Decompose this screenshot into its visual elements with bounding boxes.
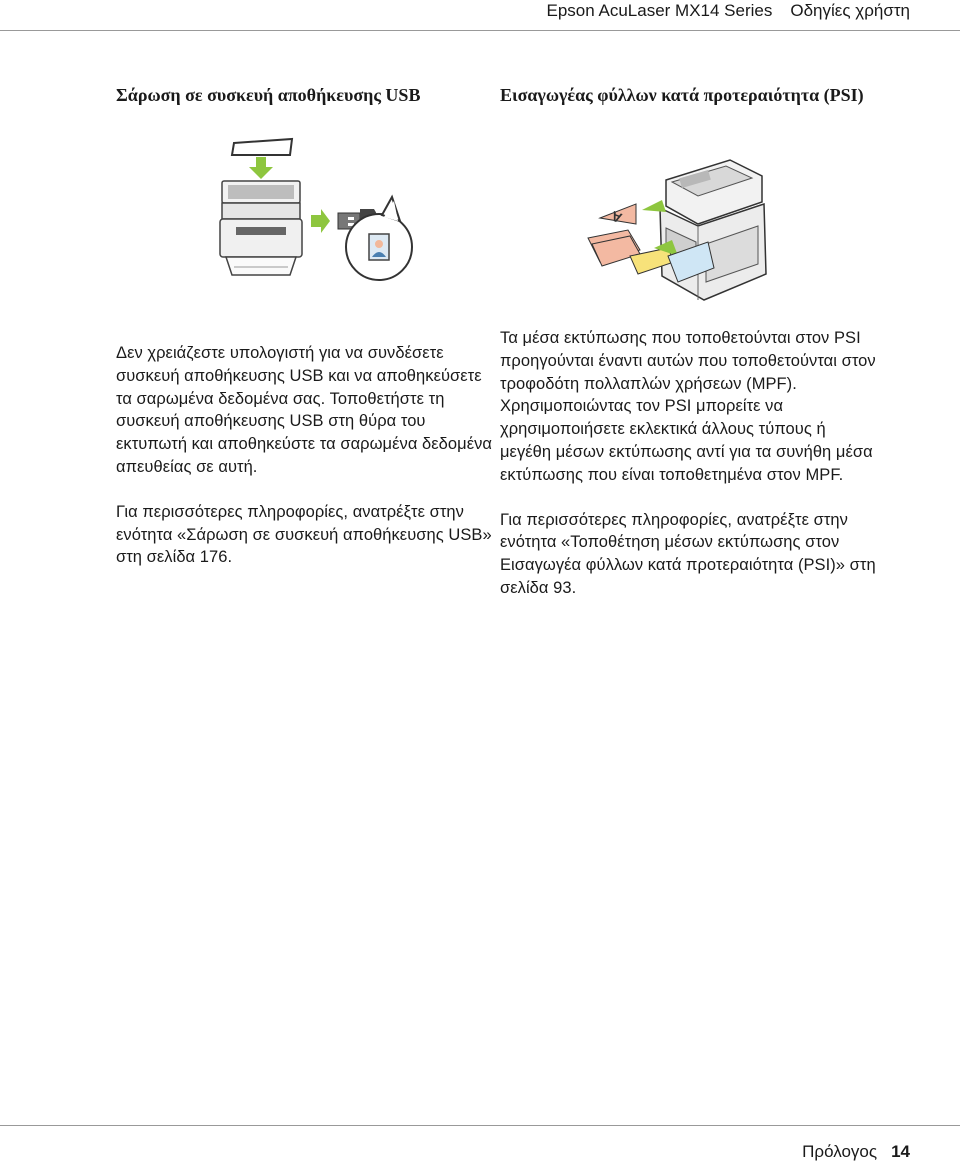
right-paragraph-2: Για περισσότερες πληροφορίες, ανατρέξτε στην ενότητα «Τοποθέτηση μέσων εκτύπωσης στον Εισαγωγέα φύλλων κατά προτεραιότητα (PSI)» στη σελίδα 93. (500, 510, 876, 597)
page-number: 14 (891, 1142, 910, 1161)
footer-section: Πρόλογος (802, 1142, 878, 1161)
left-column (116, 84, 496, 569)
header-rule (0, 30, 960, 31)
left-paragraph-2: Για περισσότερες πληροφορίες, ανατρέξτε στην ενότητα «Σάρωση σε συσκευή αποθήκευσης USB» στη σελίδα 176. (116, 502, 492, 567)
left-heading: Σάρωση σε συσκευή αποθήκευσης USB (116, 85, 421, 105)
right-column (500, 84, 880, 600)
footer-rule (0, 1125, 960, 1126)
page-footer (802, 1141, 910, 1163)
svg-text:A: A (609, 208, 625, 227)
left-paragraph-1: Δεν χρειάζεστε υπολογιστή για να συνδέσετε συσκευή αποθήκευσης USB και να αποθηκεύσετε τα σαρωμένα δεδομένα σας. Τοποθετήστε τη συσκευή αποθήκευσης USB στη θύρα του εκτυπωτή και αποθηκεύστε τα σαρωμένα δεδομένα απευθείας σε αυτή. (116, 344, 492, 476)
right-paragraph-1: Τα μέσα εκτύπωσης που τοποθετούνται στον PSI προηγούνται έναντι αυτών που τοποθετούνται στον τροφοδότη πολλαπλών χρήσεων (MPF). Χρησιμοποιώντας τον PSI μπορείτε να χρησιμοποιήσετε εκλεκτικά άλλους τύπους ή μεγέθη μέσων εκτύπωσης αντί για τα συνήθη μέσα εκτύπωσης που είναι τοποθετημένα στον MPF. (500, 329, 876, 484)
psi-printer-illustration (500, 144, 880, 304)
scan-to-usb-illustration (116, 135, 496, 320)
header-product: Epson AcuLaser MX14 Series (546, 1, 773, 20)
page-header (547, 0, 910, 24)
header-guide: Οδηγίες χρήστη (790, 1, 910, 20)
right-heading: Εισαγωγέας φύλλων κατά προτεραιότητα (PSI) (500, 85, 864, 105)
